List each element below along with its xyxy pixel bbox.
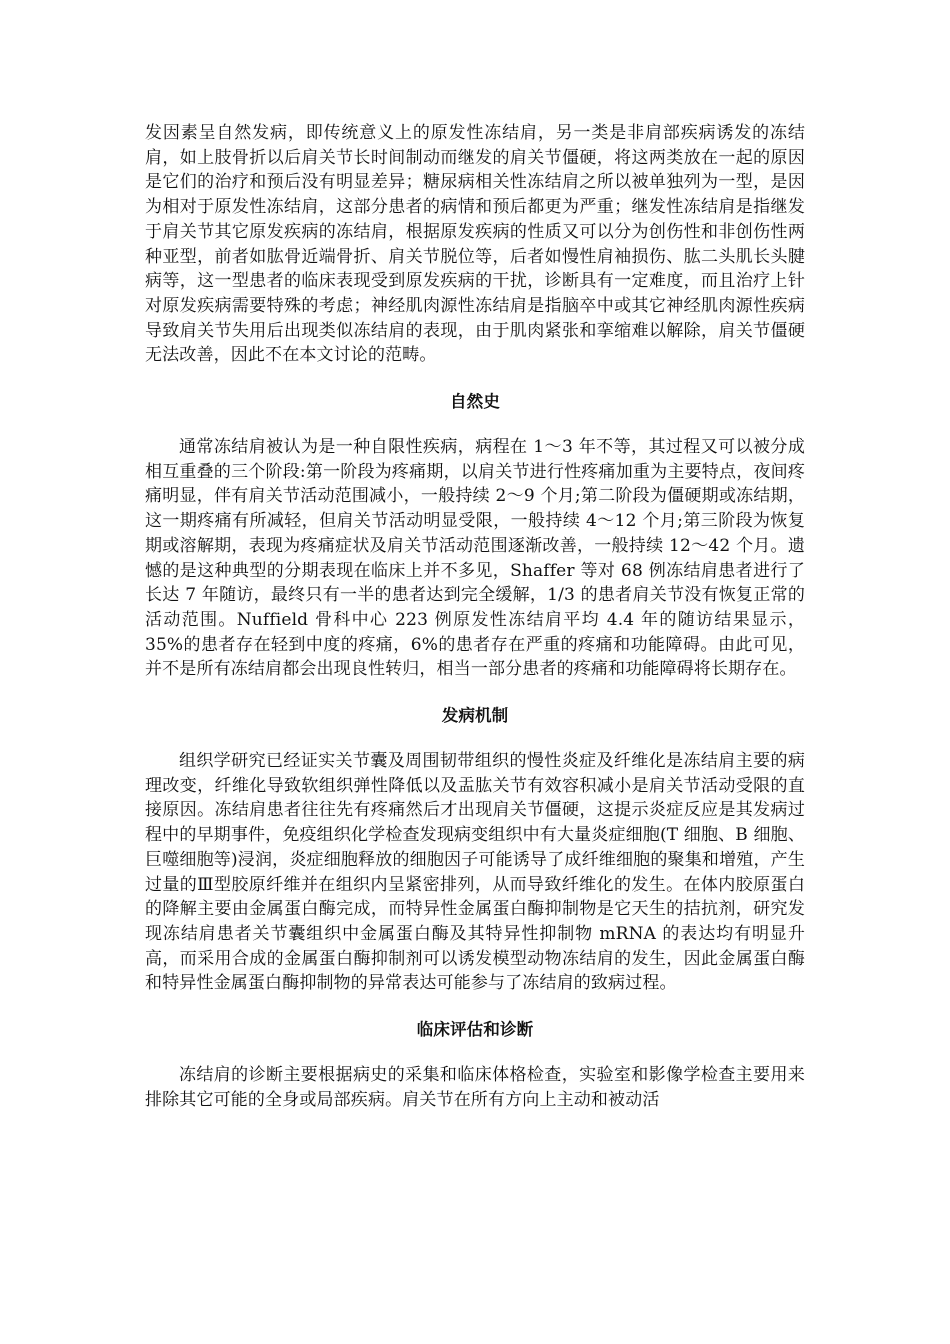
- spacer: [145, 728, 805, 749]
- section-heading-natural-history: 自然史: [450, 392, 500, 412]
- spacer: [145, 996, 805, 1018]
- intro-paragraph: 发因素呈自然发病，即传统意义上的原发性冻结肩，另一类是非肩部疾病诱发的冻结肩，如上肢骨折以后肩关节长时间制动而继发的肩关节僵硬，将这两类放在一起的原因是它们的治疗和预后没有明显差异；糖尿病相关性冻结肩之所以被单独列为一型，是因为相对于原发性冻结肩，这部分患者的病情和预后都更为严重；继发性冻结肩是指继发于肩关节其它原发疾病的冻结肩，根据原发疾病的性质又可以分为创伤性和非创伤性两种亚型，前者如肱骨近端骨折、肩关节脱位等，后者如慢性肩袖损伤、肱二头肌长头腱病等，这一型患者的临床表现受到原发疾病的干扰，诊断具有一定难度，而且治疗上针对原发疾病需要特殊的考虑；神经肌肉源性冻结肩是指脑卒中或其它神经肌肉源性疾病导致肩关节失用后出现类似冻结肩的表现，由于肌肉紧张和挛缩难以解除，肩关节僵硬无法改善，因此不在本文讨论的范畴。: [145, 123, 805, 366]
- section-heading-pathogenesis: 发病机制: [441, 706, 509, 726]
- spacer: [145, 414, 805, 435]
- section-paragraph-pathogenesis: 组织学研究已经证实关节囊及周围韧带组织的慢性炎症及纤维化是冻结肩主要的病理改变，纤维化导致软组织弹性降低以及盂肱关节有效容积减小是肩关节活动受限的直接原因。冻结肩患者往往先有疼痛然后才出现肩关节僵硬，这提示炎症反应是其发病过程中的早期事件，免疫组织化学检查发现病变组织中有大量炎症细胞(T 细胞、B 细胞、巨噬细胞等)浸润，炎症细胞释放的细胞因子可能诱导了成纤维细胞的聚集和增殖，产生过量的Ⅲ型胶原纤维并在组织内呈紧密排列，从而导致纤维化的发生。在体内胶原蛋白的降解主要由金属蛋白酶完成，而特异性金属蛋白酶抑制物是它天生的拮抗剂，研究发现冻结肩患者关节囊组织中金属蛋白酶及其特异性抑制物 mRNA 的表达均有明显升高，而采用合成的金属蛋白酶抑制剂可以诱发模型动物冻结肩的发生，因此金属蛋白酶和特异性金属蛋白酶抑制物的异常表达可能参与了冻结肩的致病过程。: [145, 751, 805, 994]
- spacer: [145, 682, 805, 704]
- spacer: [145, 1042, 805, 1063]
- section-paragraph-clinical-evaluation: 冻结肩的诊断主要根据病史的采集和临床体格检查，实验室和影像学检查主要用来排除其它可能的全身或局部疾病。肩关节在所有方向上主动和被动活: [145, 1065, 805, 1110]
- spacer: [145, 368, 805, 390]
- section-paragraph-natural-history: 通常冻结肩被认为是一种自限性疾病，病程在 1～3 年不等，其过程又可以被分成相互重叠的三个阶段:第一阶段为疼痛期，以肩关节进行性疼痛加重为主要特点，夜间疼痛明显，伴有肩关节活动范围减小，一般持续 2～9 个月;第二阶段为僵硬期或冻结期，这一期疼痛有所减轻，但肩关节活动明显受限，一般持续 4～12 个月;第三阶段为恢复期或溶解期，表现为疼痛症状及肩关节活动范围逐渐改善，一般持续 12～42 个月。遗憾的是这种典型的分期表现在临床上并不多见，Shaffer 等对 68 例冻结肩患者进行了长达 7 年随访，最终只有一半的患者达到完全缓解，1/3 的患者肩关节没有恢复正常的活动范围。Nuffield 骨科中心 223 例原发性冻结肩平均 4.4 年的随访结果显示，35%的患者存在轻到中度的疼痛，6%的患者存在严重的疼痛和功能障碍。由此可见，并不是所有冻结肩都会出现良性转归，相当一部分患者的疼痛和功能障碍将长期存在。: [145, 437, 805, 680]
- document-body: [145, 121, 805, 1113]
- section-heading-clinical-evaluation: 临床评估和诊断: [416, 1020, 534, 1040]
